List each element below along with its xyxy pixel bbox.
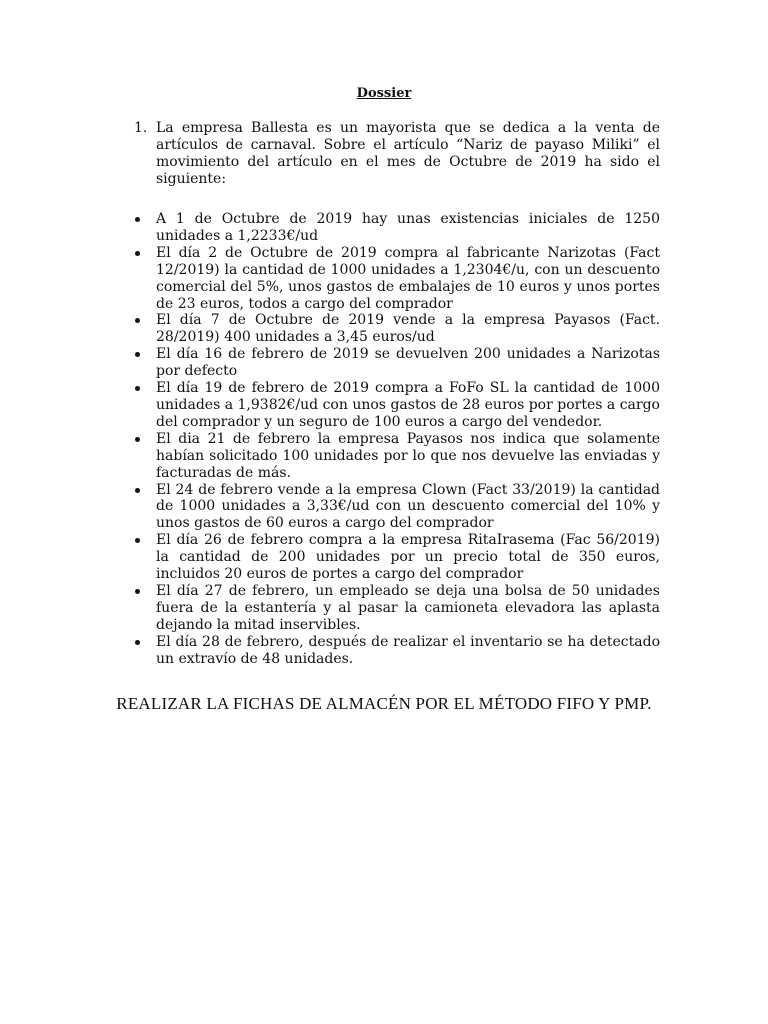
intro-text: La empresa Ballesta es un mayorista que se dedica a la venta de artículos de carnaval. Sobre el artículo “Nariz de payaso Miliki” el movimiento del artículo en el mes de Octubre de 2019 ha sido el siguiente: <box>156 120 660 187</box>
bullet-icon <box>135 386 140 391</box>
list-item <box>134 245 660 313</box>
document-title: Dossier <box>356 86 412 101</box>
list-item-text: El dia 21 de febrero la empresa Payasos nos indica que solamente habían solicitado 100 unidades por lo que nos devuelve las enviadas y facturadas de más. <box>156 430 660 481</box>
bullet-icon <box>135 437 140 442</box>
bullet-icon <box>135 318 140 323</box>
list-item-text: A 1 de Octubre de 2019 hay unas existencias iniciales de 1250 unidades a 1,2233€/ud <box>156 211 660 244</box>
intro-number: 1. <box>134 120 148 136</box>
bullet-icon <box>135 352 140 357</box>
list-item <box>134 312 660 346</box>
bullet-icon <box>135 251 140 256</box>
list-item <box>134 380 660 431</box>
list-item <box>134 532 660 583</box>
bullet-icon <box>135 640 140 645</box>
list-item <box>134 482 660 533</box>
list-item-text: El día 26 de febrero compra a la empresa RitaIrasema (Fac 56/2019) la cantidad de 200 unidades por un precio total de 350 euros, incluidos 20 euros de portes a cargo del comprador <box>156 532 660 583</box>
list-item-text: El día 27 de febrero, un empleado se deja una bolsa de 50 unidades fuera de la estantería y al pasar la camioneta elevadora las aplasta dejando la mitad inservibles. <box>156 582 660 633</box>
list-item <box>134 431 660 482</box>
list-item <box>134 346 660 380</box>
list-item-text: El 24 de febrero vende a la empresa Clown (Fact 33/2019) la cantidad de 1000 unidades a 3,33€/ud con un descuento comercial del 10% y unos gastos de 60 euros a cargo del comprador <box>156 481 660 532</box>
final-instruction: REALIZAR LA FICHAS DE ALMACÉN POR EL MÉTODO FIFO Y PMP. <box>116 694 652 713</box>
list-item <box>134 583 660 634</box>
list-item-text: El día 28 de febrero, después de realizar el inventario se ha detectado un extravío de 48 unidades. <box>156 633 660 667</box>
bullet-icon <box>135 538 140 543</box>
bullet-icon <box>135 589 140 594</box>
list-item <box>134 211 660 245</box>
list-item <box>134 634 660 668</box>
list-item-text: El día 16 de febrero de 2019 se devuelven 200 unidades a Narizotas por defecto <box>156 346 660 380</box>
list-item-text: El día 19 de febrero de 2019 compra a FoFo SL la cantidad de 1000 unidades a 1,9382€/ud con unos gastos de 28 euros por portes a cargo del comprador y un seguro de 100 euros a cargo del vendedor. <box>156 380 660 430</box>
intro-paragraph <box>134 120 660 188</box>
bullet-icon <box>135 217 140 222</box>
bullet-icon <box>135 488 140 493</box>
list-item-text: El día 2 de Octubre de 2019 compra al fabricante Narizotas (Fact 12/2019) la cantidad de 1000 unidades a 1,2304€/u, con un descuento comercial del 5%, unos gastos de embalajes de 10 euros y unos portes de 23 euros, todos a cargo del comprador <box>156 244 660 312</box>
movement-list <box>134 211 660 667</box>
list-item-text: El día 7 de Octubre de 2019 vende a la empresa Payasos (Fact. 28/2019) 400 unidades a 3,45 euros/ud <box>156 312 660 346</box>
